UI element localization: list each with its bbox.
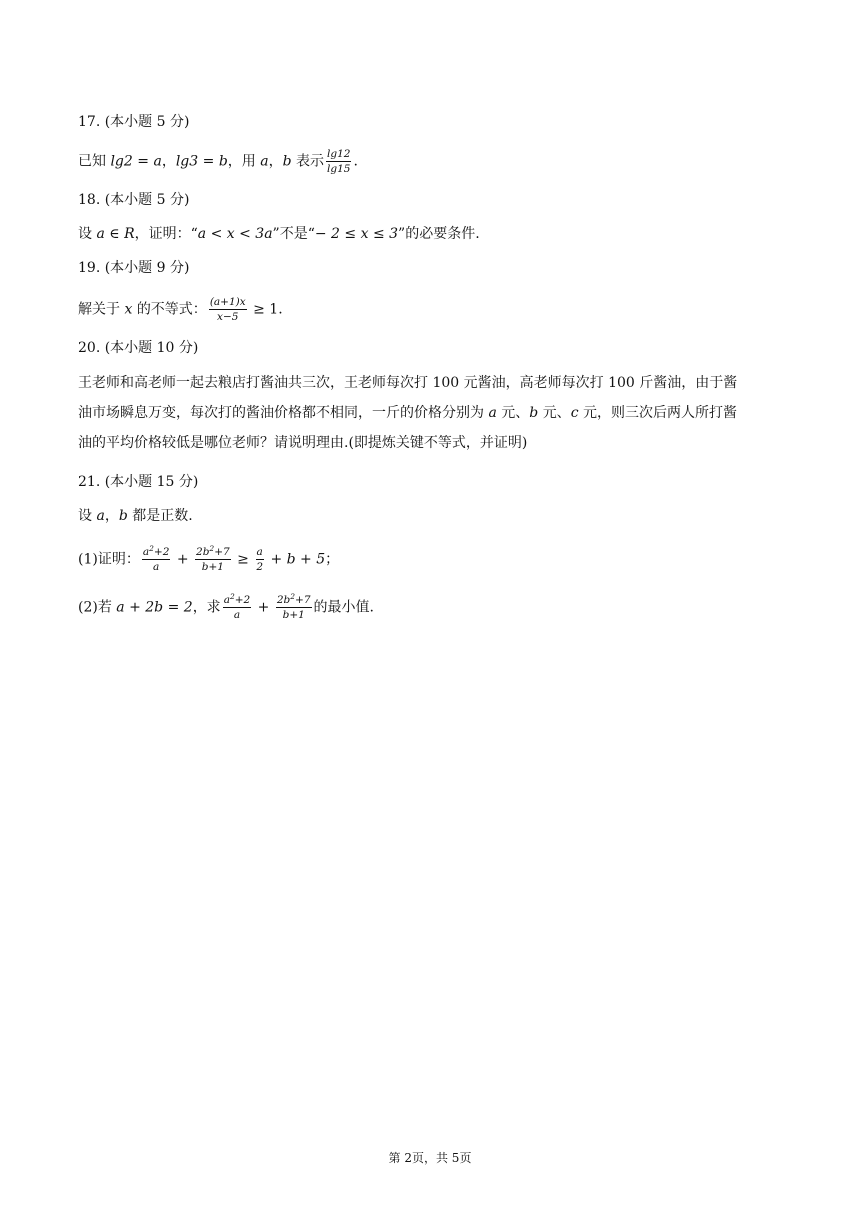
q21-part1-tail: + b + 5 [266,551,326,568]
q21-intro [78,506,193,526]
q21-part1 [78,546,339,573]
q21-part2-f1-num [223,594,252,608]
q21-part1-f2-num [195,546,231,560]
q21-part1-f2-exponent: 2 [209,544,215,553]
q17-fraction-numerator: lg12 [327,148,351,160]
q21-part1-fraction-2 [195,546,231,573]
q17-b: b [218,153,228,170]
q21-part1-fraction-1 [142,546,171,573]
q21-part2-fraction-2 [276,594,312,621]
q21-part1-f2-num-rest: +7 [214,546,230,558]
q18-mid: ，证明：“ [134,226,198,242]
q20-line2-end: 元，则三次后两人所打酱 [582,405,737,421]
q21-part1-f1-num-rest: +2 [153,546,170,558]
q19-body [78,296,283,323]
q21-part2-f2-exponent: 2 [290,592,296,601]
q21-part2-f1-num-rest: +2 [234,594,251,606]
q17-eq2: = [198,153,219,170]
q20-unit-1: 元、 [501,405,530,421]
q21-part2-f1-den: a [233,609,241,621]
q17-fraction-denominator: lg15 [327,163,351,175]
q21-header: 21. (本小题 15 分) [78,474,199,490]
q20-line2-start: 油市场瞬息万变，每次打的酱油价格都不相同，一斤的价格分别为 [78,405,484,421]
q18-header: 18. (本小题 5 分) [78,192,190,208]
q21-part1-f2-num-base: 2b [196,546,210,558]
q19-prefix: 解关于 [78,301,120,318]
q19-fraction [209,296,247,323]
q21-part1-plus: + [172,551,194,568]
q17-eq1: = [132,153,154,170]
q21-part1-f1-den: a [152,561,160,573]
q18-prefix: 设 [78,226,92,242]
q19-mid: 的不等式： [136,301,207,318]
q20-price-c: c [570,405,579,421]
q21-var-a: a [96,508,105,524]
q20-unit-2: 元、 [542,405,571,421]
q20-price-b: b [529,405,539,421]
q17-a: a [153,153,162,170]
q19-fraction-denominator: x−5 [217,311,239,323]
q21-part2-plus: + [253,599,274,616]
q21-intro-end: 都是正数. [132,508,193,524]
q21-var-b: b [118,508,128,524]
q21-comma: ， [104,508,119,524]
q21-part2-f2-num [276,594,312,608]
q17-express: 表示 [296,153,325,170]
page-footer: 第 2页，共 5页 [388,1151,472,1165]
q21-part2-mid: ，求 [192,599,221,616]
q17-b2: b [282,153,292,170]
q21-part2-f2-den: b+1 [282,609,305,621]
q18-suffix: ”的必要条件. [398,226,480,242]
q21-part2-end: 的最小值. [313,599,374,616]
q19-var: x [124,301,133,318]
q17-lg3: lg3 [175,153,199,170]
q20-price-a: a [488,405,497,421]
q21-intro-start: 设 [78,508,92,524]
q21-part1-geq: ≥ [232,551,254,568]
q21-part2-f2-num-base: 2b [276,594,291,606]
q17-header: 17. (本小题 5 分) [78,114,190,130]
q21-part2-f2-num-rest: +7 [295,594,311,606]
q21-part1-f3-num: a [256,546,263,558]
q20-header: 20. (本小题 10 分) [78,340,199,356]
q17-lg2: lg2 [110,153,133,170]
q21-part2-f1-exponent: 2 [229,592,235,601]
q17-comma2: ，用 [227,153,256,170]
q21-part1-f1-exponent: 2 [149,544,154,553]
q17-body [78,148,358,175]
q17-comma: ， [161,153,176,170]
q18-mid2: ”不是“ [272,226,315,242]
q21-part1-f1-num-base: a [142,546,150,558]
q21-part1-f2-den: b+1 [201,561,224,573]
q21-part1-f1-num [142,546,171,560]
q17-comma3: ， [268,153,283,170]
q19-fraction-numerator: (a+1)x [209,296,246,308]
q21-part1-label: (1)证明： [78,551,140,568]
q18-ineq1: a < x < 3a [197,226,273,242]
q21-part2-f1-num-base: a [223,594,230,606]
q17-fraction [326,148,351,175]
q20-line3: 油的平均价格较低是哪位老师？请说明理由.(即提炼关键不等式，并证明) [78,435,528,451]
q21-part2-label: (2)若 [78,599,112,616]
q20-body [78,368,783,458]
q21-part2-fraction-1 [223,594,252,621]
q19-rhs: ≥ 1. [248,301,283,318]
q21-part1-fraction-3 [255,546,264,573]
q17-a2: a [260,153,269,170]
q20-line2 [78,398,783,428]
q18-ineq2: − 2 ≤ x ≤ 3 [314,226,399,242]
q17-known: 已知 [78,153,106,170]
q21-part2-cond: a + 2b = 2 [116,599,193,616]
q21-part1-f3-den: 2 [256,561,264,573]
q21-part1-semicolon: ； [325,551,340,568]
q20-line1: 王老师和高老师一起去粮店打酱油共三次，王老师每次打 100 元酱油，高老师每次打 100 斤酱油，由于酱 [78,375,738,391]
q18-cond: a ∈ R [96,226,135,242]
q21-part2 [78,594,374,621]
q18-body [78,224,480,244]
q17-end: . [353,153,358,170]
q19-header: 19. (本小题 9 分) [78,260,190,276]
